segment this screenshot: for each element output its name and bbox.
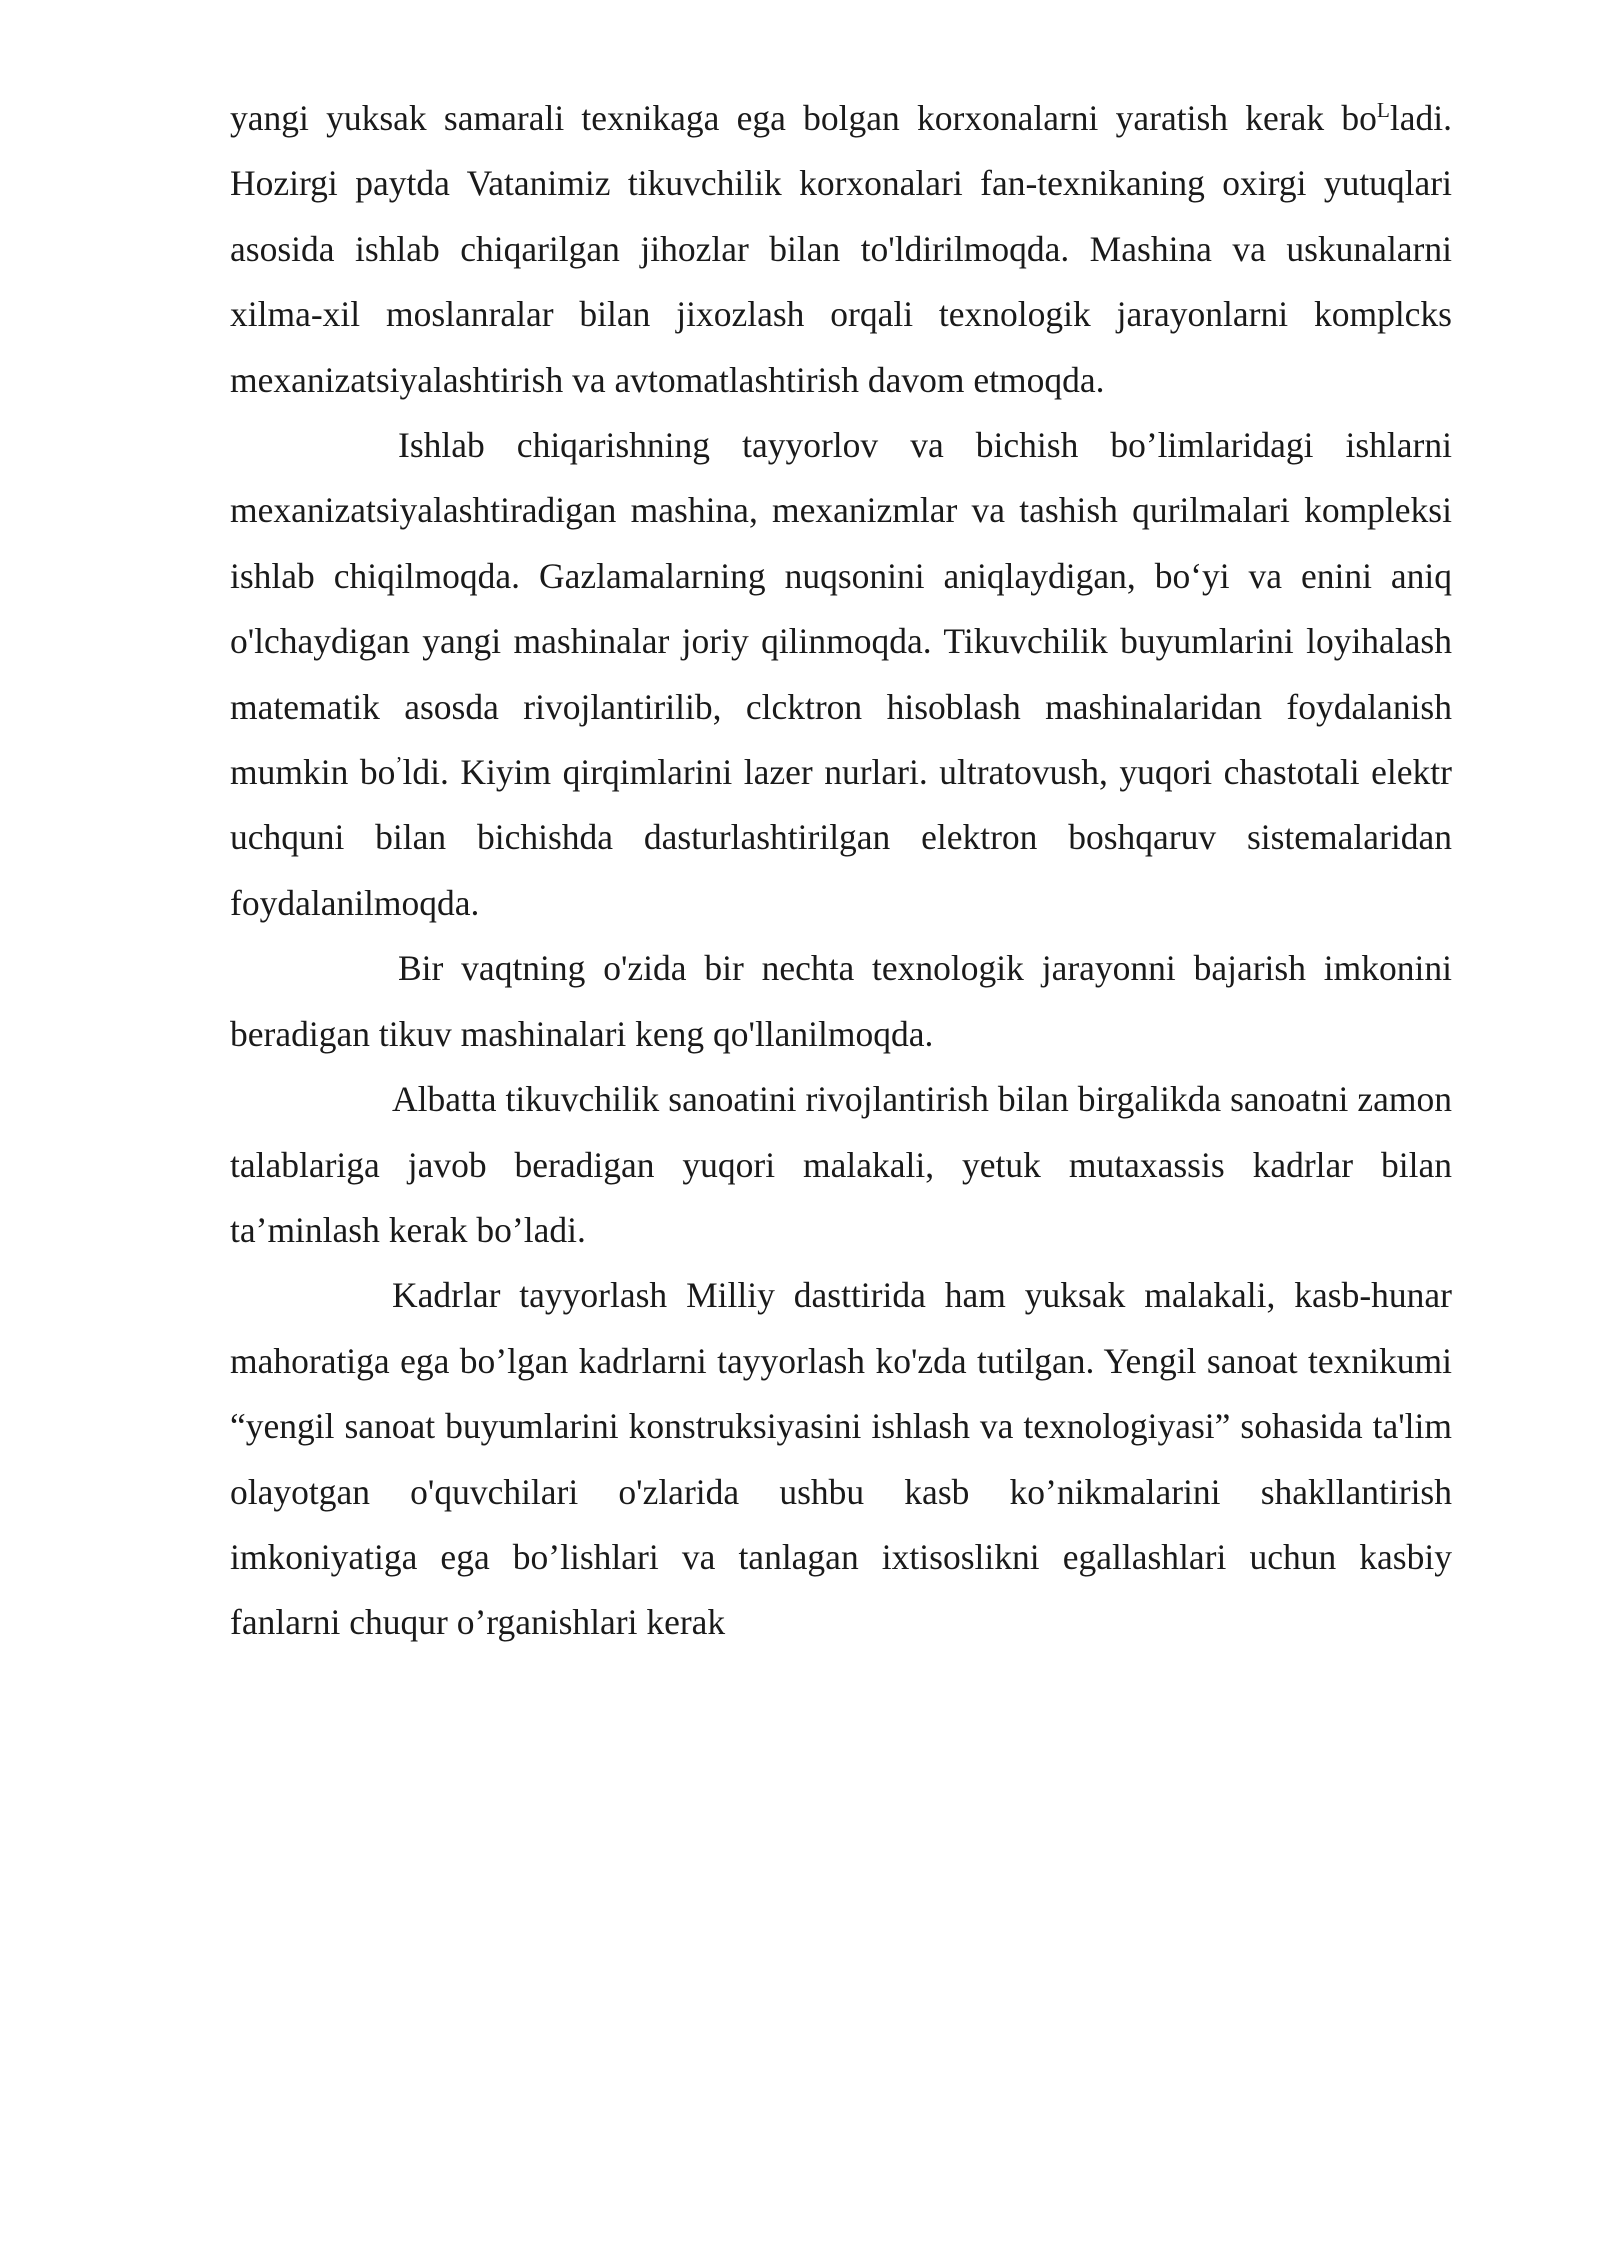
paragraph-3	[230, 936, 1452, 1067]
superscript-mark: L	[1376, 98, 1390, 123]
paragraph-2-text-b: ldi. Kiyim qirqimlarini lazer nurlari. ultratovush, yuqori chastotali elektr uchquni bilan bichishda dasturlashtirilgan elektron boshqaruv sistemalaridan foydalanilmoqda.	[230, 752, 1452, 923]
paragraph-5	[230, 1263, 1452, 1655]
superscript-apostrophe: ’	[395, 752, 403, 777]
paragraph-4	[230, 1067, 1452, 1263]
paragraph-1	[230, 86, 1452, 413]
paragraph-1-text-b: ladi. Hozirgi paytda Vatanimiz tikuvchilik korxonalari fan-texnikaning oxirgi yutuqlari asosida ishlab chiqarilgan jihozlar bilan to'ldirilmoqda. Mashina va uskunalarni xilma-xil moslanralar bilan jixozlash orqali texnologik jarayonlarni komplcks mexanizatsiyalashtirish va avtomatlashtirish davom etmoqda.	[230, 98, 1452, 400]
paragraph-2-text-a: Ishlab chiqarishning tayyorlov va bichish bo’limlaridagi ishlarni mexanizatsiyalashtiradigan mashina, mexanizmlar va tashish qurilmalari kompleksi ishlab chiqilmoqda. Gazlamalarning nuqsonini aniqlaydigan, bo‘yi va enini aniq o'lchaydigan yangi mashinalar joriy qilinmoqda. Tikuvchilik buyumlarini loyihalash matematik asosda rivojlantirilib, clcktron hisoblash mashinalaridan foydalanish mumkin bo	[230, 425, 1452, 793]
paragraph-1-text-a: yangi yuksak samarali texnikaga ega bolgan korxonalarni yaratish kerak bo	[230, 98, 1377, 138]
paragraph-4-text: Albatta tikuvchilik sanoatini rivojlantirish bilan birgalikda sanoatni zamon talablariga javob beradigan yuqori malakali, yetuk mutaxassis kadrlar bilan ta’minlash kerak bo’ladi.	[230, 1079, 1452, 1250]
paragraph-3-text: Bir vaqtning o'zida bir nechta texnologik jarayonni bajarish imkonini beradigan tikuv mashinalari keng qo'llanilmoqda.	[230, 948, 1452, 1054]
paragraph-5-text: Kadrlar tayyorlash Milliy dasttirida ham yuksak malakali, kasb-hunar mahoratiga ega bo’lgan kadrlarni tayyorlash ko'zda tutilgan. Yengil sanoat texnikumi “yengil sanoat buyumlarini konstruksiyasini ishlash va texnologiyasi” sohasida ta'lim olayotgan o'quvchilari o'zlarida ushbu kasb ko’nikmalarini shakllantirish imkoniyatiga ega bo’lishlari va tanlagan ixtisoslikni egallashlari uchun kasbiy fanlarni chuqur o’rganishlari kerak	[230, 1275, 1452, 1643]
document-body	[230, 86, 1452, 1656]
paragraph-2	[230, 413, 1452, 936]
